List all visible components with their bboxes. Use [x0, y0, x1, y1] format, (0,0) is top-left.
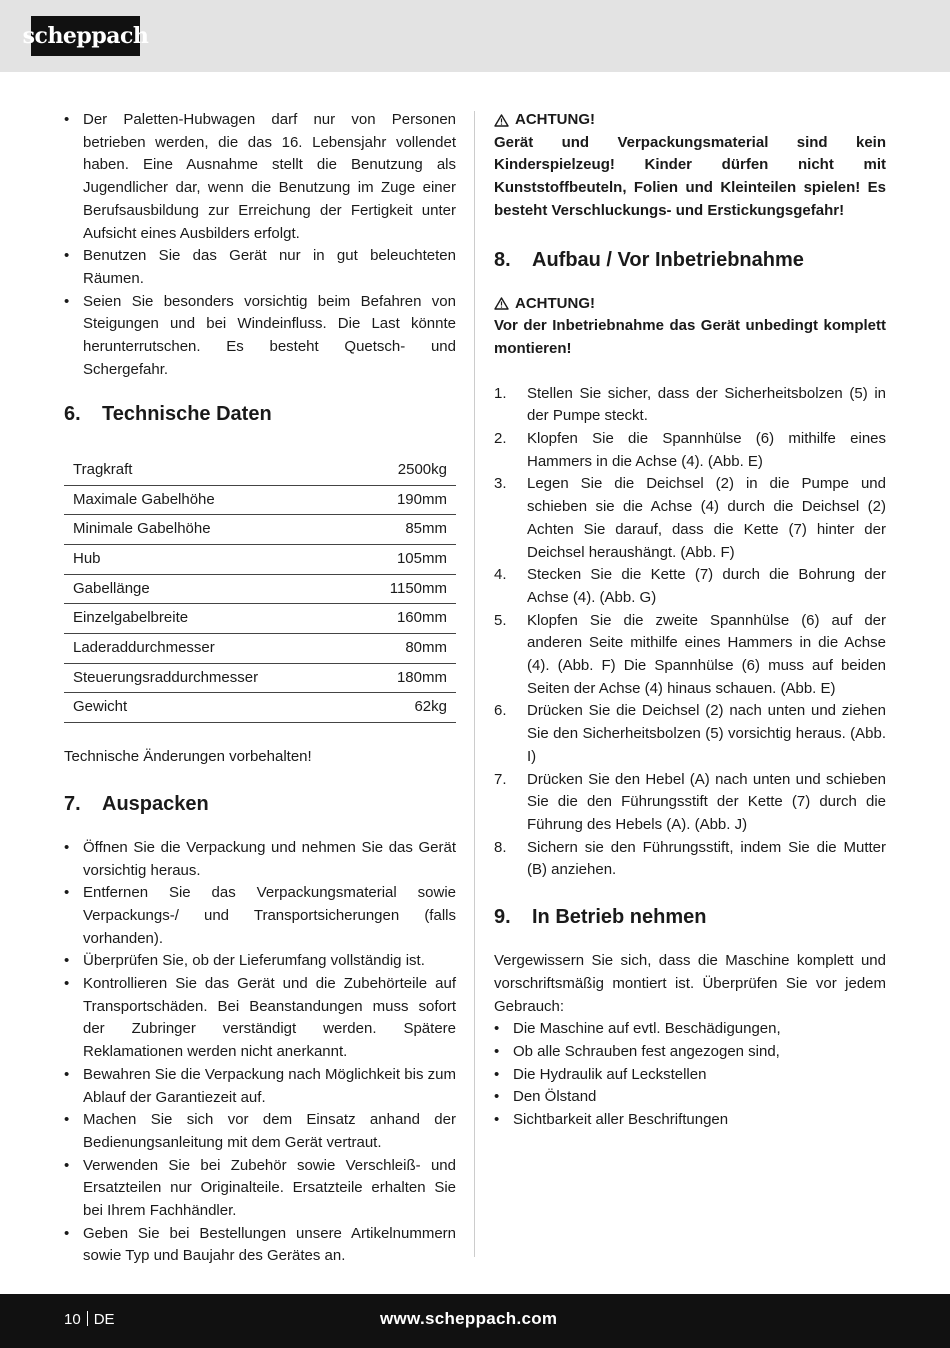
section-number: 6.: [64, 403, 81, 426]
section-6-heading: [64, 401, 456, 427]
technical-note: Technische Änderungen vorbehalten!: [64, 748, 312, 766]
list-item: [494, 700, 886, 768]
spec-label: Hub: [64, 545, 350, 575]
spec-value: 80mm: [350, 634, 456, 664]
spec-label: Tragkraft: [64, 455, 350, 485]
list-item: [494, 383, 886, 428]
spec-value: 62kg: [350, 693, 456, 723]
list-item: • Die Hydraulik auf Leckstellen: [494, 1064, 886, 1087]
list-item: [494, 564, 886, 609]
step-text: Legen Sie die Deichsel (2) in die Pumpe und schieben sie die Achse (4) durch die Deichsel (2) Achten Sie darauf, dass die Kette (7) hinter der Deichsel heraushängt. (Abb. F): [527, 475, 886, 561]
language-code: DE: [93, 1311, 115, 1328]
warning-title-text: ACHTUNG!: [515, 111, 595, 128]
warning-triangle-icon: [494, 114, 509, 127]
table-row: [64, 663, 456, 693]
spec-label: Maximale Gabelhöhe: [64, 485, 350, 515]
list-item: • Öffnen Sie die Verpackung und nehmen Sie das Gerät vorsichtig heraus.: [64, 837, 456, 882]
warning-title: [494, 293, 886, 316]
table-row: [64, 693, 456, 723]
section-number: 8.: [494, 248, 511, 271]
warning-title: [494, 109, 886, 132]
step-number: 5.: [494, 611, 507, 629]
warning-text: Vor der Inbetriebnahme das Gerät unbedingt komplett montieren!: [494, 317, 886, 357]
list-item: • Machen Sie sich vor dem Einsatz anhand der Bedienungsanleitung mit dem Gerät vertraut.: [64, 1109, 456, 1154]
table-row: [64, 545, 456, 575]
step-number: 8.: [494, 838, 507, 856]
spec-value: 2500kg: [350, 455, 456, 485]
step-number: 1.: [494, 384, 507, 402]
step-text: Drücken Sie die Deichsel (2) nach unten und ziehen Sie den Sicherheitsbolzen (5) vorsichtig heraus. (Abb. I): [527, 702, 886, 765]
list-item: • Benutzen Sie das Gerät nur in gut beleuchteten Räumen.: [64, 245, 456, 290]
step-number: 7.: [494, 770, 507, 788]
page-header: [0, 0, 950, 72]
left-column: [64, 109, 456, 1268]
table-row: [64, 515, 456, 545]
section-number: 7.: [64, 792, 81, 815]
page-indicator: [64, 1311, 115, 1329]
list-item: [494, 610, 886, 701]
section-number: 9.: [494, 906, 511, 929]
warning-triangle-icon: [494, 297, 509, 310]
spec-label: Steuerungsraddurchmesser: [64, 663, 350, 693]
list-item: • Die Maschine auf evtl. Beschädigungen,: [494, 1018, 886, 1041]
list-item: • Seien Sie besonders vorsichtig beim Befahren von Steigungen und bei Windeinfluss. Die Last könnte herunterrutschen. Es besteht Quetsch- und Schergefahr.: [64, 291, 456, 382]
warning-box: [494, 109, 886, 223]
list-item: [494, 428, 886, 473]
spec-value: 160mm: [350, 604, 456, 634]
list-item: • Den Ölstand: [494, 1086, 886, 1109]
table-row: [64, 485, 456, 515]
section-9-heading: [494, 904, 886, 930]
operation-intro: Vergewissern Sie sich, dass die Maschine komplett und vorschriftsmäßig montiert ist. Überprüfen Sie vor jedem Gebrauch:: [494, 952, 886, 1015]
table-row: [64, 634, 456, 664]
separator: [87, 1311, 88, 1326]
page-number: 10: [64, 1311, 81, 1328]
warning-title-text: ACHTUNG!: [515, 294, 595, 312]
step-number: 4.: [494, 566, 507, 584]
operation-check-list: [494, 1018, 886, 1132]
step-text: Klopfen Sie die zweite Spannhülse (6) auf der anderen Seite mithilfe eines Hammers in die Achse (4). (Abb. F) Die Spannhülse (6) muss auf beiden Seiten der Achse (4) hinaus schauen. (Abb. E): [527, 611, 886, 697]
section-title: In Betrieb nehmen: [532, 906, 707, 929]
list-item: • Ob alle Schrauben fest angezogen sind,: [494, 1041, 886, 1064]
spec-label: Minimale Gabelhöhe: [64, 515, 350, 545]
section-8-heading: [494, 247, 886, 273]
table-row: [64, 574, 456, 604]
step-text: Stellen Sie sicher, dass der Sicherheitsbolzen (5) in der Pumpe steckt.: [527, 384, 886, 425]
spec-label: Laderaddurchmesser: [64, 634, 350, 664]
spec-label: Gewicht: [64, 693, 350, 723]
table-row: [64, 604, 456, 634]
section-title: Auspacken: [102, 792, 209, 815]
list-item: [494, 473, 886, 564]
page-footer: [0, 1294, 950, 1348]
section-7-heading: [64, 791, 456, 817]
spec-value: 85mm: [350, 515, 456, 545]
list-item: • Überprüfen Sie, ob der Lieferumfang vollständig ist.: [64, 950, 456, 973]
list-item: [494, 837, 886, 882]
column-divider: [474, 111, 475, 1257]
step-text: Stecken Sie die Kette (7) durch die Bohrung der Achse (4). (Abb. G): [527, 566, 886, 606]
step-text: Drücken Sie den Hebel (A) nach unten und schieben Sie die den Führungsstift der Kette (7) durch die Führung des Hebels (A). (Abb. J): [527, 770, 886, 833]
spec-value: 105mm: [350, 545, 456, 575]
list-item: • Sichtbarkeit aller Beschriftungen: [494, 1109, 886, 1132]
step-number: 6.: [494, 702, 507, 720]
spec-value: 180mm: [350, 663, 456, 693]
right-column: [494, 109, 886, 1132]
section-title: Aufbau / Vor Inbetriebnahme: [532, 248, 804, 271]
list-item: [494, 769, 886, 837]
step-text: Sichern sie den Führungsstift, indem Sie die Mutter (B) anziehen.: [527, 838, 886, 879]
warning-text: Gerät und Verpackungsmaterial sind kein Kinderspielzeug! Kinder dürfen nicht mit Kunststoffbeuteln, Folien und Kleinteilen spielen! Es besteht Verschluckungs- und Erstickungsgefahr!: [494, 133, 886, 219]
list-item: • Kontrollieren Sie das Gerät und die Zubehörteile auf Transportschäden. Bei Beanstandungen muss sofort der Zubringer verständigt werden. Spätere Reklamationen werden nicht anerkannt.: [64, 973, 456, 1064]
unpacking-bullet-list: [64, 837, 456, 1268]
list-item: • Bewahren Sie die Verpackung nach Möglichkeit bis zum Ablauf der Garantiezeit auf.: [64, 1064, 456, 1109]
step-number: 3.: [494, 475, 507, 493]
spec-label: Gabellänge: [64, 574, 350, 604]
assembly-steps-list: [494, 383, 886, 882]
warning-box: [494, 293, 886, 361]
spec-value: 190mm: [350, 485, 456, 515]
list-item: • Der Paletten-Hubwagen darf nur von Personen betrieben werden, die das 16. Lebensjahr vollendet haben. Eine Ausnahme stellt die Benutzung als Jugendlicher dar, wenn die Benutzung im Zuge einer Berufsausbildung zur Erreichung der Fertigkeit unter Aufsicht eines Ausbilders erfolgt.: [64, 109, 456, 245]
technical-data-table: [64, 455, 456, 723]
list-item: • Entfernen Sie das Verpackungsmaterial sowie Verpackungs-/ und Transportsicherungen (falls vorhanden).: [64, 882, 456, 950]
spec-value: 1150mm: [350, 574, 456, 604]
scheppach-logo: scheppach: [31, 16, 140, 56]
table-row: [64, 455, 456, 485]
website-link[interactable]: www.scheppach.com: [380, 1309, 558, 1328]
step-number: 2.: [494, 430, 507, 448]
list-item: • Verwenden Sie bei Zubehör sowie Verschleiß- und Ersatzteilen nur Originalteile. Ersatzteile erhalten Sie bei Ihrem Fachhändler.: [64, 1155, 456, 1223]
step-text: Klopfen Sie die Spannhülse (6) mithilfe eines Hammers in die Achse (4). (Abb. E): [527, 430, 886, 470]
section-title: Technische Daten: [102, 403, 272, 426]
intro-bullet-list: [64, 109, 456, 381]
spec-label: Einzelgabelbreite: [64, 604, 350, 634]
list-item: • Geben Sie bei Bestellungen unsere Artikelnummern sowie Typ und Baujahr des Gerätes an.: [64, 1223, 456, 1268]
